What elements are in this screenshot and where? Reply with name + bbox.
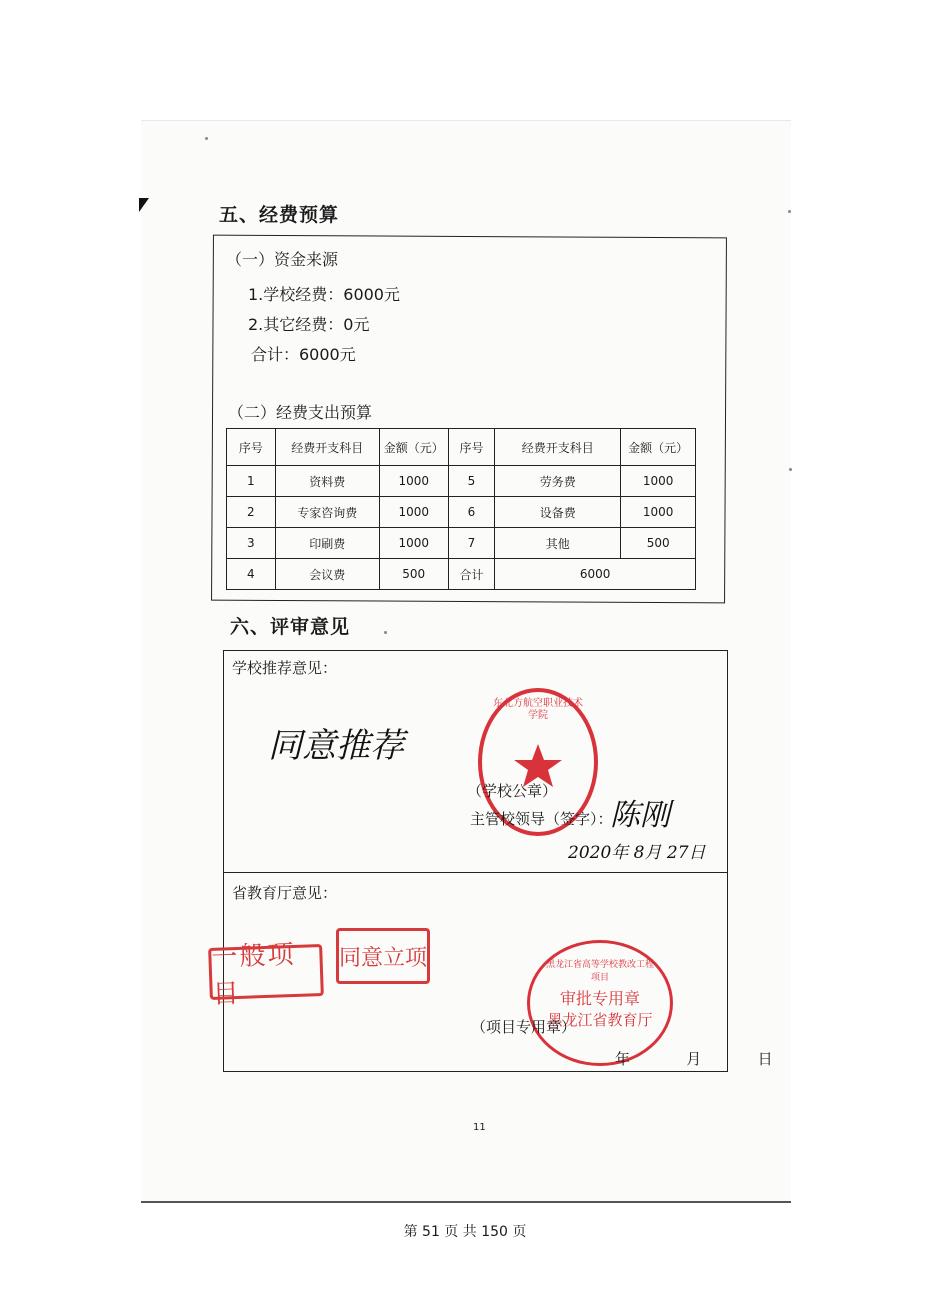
- table-cell: 1000: [621, 497, 696, 528]
- school-seal-text: 东北方航空职业技术学院: [493, 698, 583, 721]
- funding-total: 合计：6000元: [251, 345, 356, 364]
- table-header-cell: 经费开支科目: [495, 429, 621, 466]
- table-cell: 1: [227, 466, 276, 497]
- section-title-budget: 五、经费预算: [219, 204, 340, 226]
- scan-speck: [384, 631, 387, 634]
- scan-speck: [788, 210, 791, 213]
- page-footer: 第 51 页 共 150 页: [403, 1224, 527, 1240]
- scan-speck: [205, 137, 208, 140]
- scan-corner-mark: [139, 198, 149, 212]
- table-cell: 会议费: [275, 559, 379, 590]
- table-cell: 印刷费: [275, 528, 379, 559]
- table-cell: 4: [227, 559, 276, 590]
- table-cell: 1000: [379, 528, 448, 559]
- school-opinion-label: 学校推荐意见：: [232, 659, 338, 677]
- table-cell: 劳务费: [495, 466, 621, 497]
- table-row-total: [227, 559, 696, 590]
- funding-heading: （一）资金来源: [226, 250, 339, 269]
- table-cell: 资料费: [275, 466, 379, 497]
- leader-signature: 陈刚: [610, 798, 670, 833]
- section-title-review: 六、评审意见: [230, 616, 351, 638]
- leader-sign-label: 主管校领导（签字）：: [470, 810, 613, 828]
- table-header-cell: 金额（元）: [621, 429, 696, 466]
- stamp-approved: 同意立项: [336, 928, 430, 984]
- handwritten-date: 2020年 8月 27日: [568, 843, 706, 863]
- table-cell: 5: [448, 466, 495, 497]
- funding-other: 2.其它经费：0元: [248, 315, 370, 334]
- table-cell: 7: [448, 528, 495, 559]
- inner-page-number: 11: [473, 1122, 486, 1133]
- table-cell: 1000: [621, 466, 696, 497]
- table-row: [227, 528, 696, 559]
- table-cell: 其他: [495, 528, 621, 559]
- table-cell: 3: [227, 528, 276, 559]
- table-cell: 专家咨询费: [275, 497, 379, 528]
- table-row: [227, 497, 696, 528]
- table-cell: 设备费: [495, 497, 621, 528]
- table-cell: 合计: [448, 559, 495, 590]
- province-seal-note: （项目专用章）: [471, 1018, 577, 1036]
- table-header-cell: 金额（元）: [379, 429, 448, 466]
- handwritten-opinion: 同意推荐: [268, 726, 404, 766]
- table-header-row: [227, 429, 696, 466]
- table-header-cell: 经费开支科目: [275, 429, 379, 466]
- table-row: [227, 466, 696, 497]
- stamp-general-project: 一般项目: [208, 944, 324, 1000]
- table-cell: 500: [379, 559, 448, 590]
- review-divider: [223, 872, 728, 873]
- table-cell: 500: [621, 528, 696, 559]
- department-seal-bottom-text: 黑龙江省教育厅: [547, 1011, 653, 1029]
- province-date: 年 月 日: [615, 1050, 773, 1068]
- department-seal-top-text: 黑龙江省高等学校教改工程项目: [545, 960, 654, 983]
- department-seal-mid-text: 审批专用章: [559, 989, 640, 1008]
- table-header-cell: 序号: [448, 429, 495, 466]
- table-cell: 1000: [379, 497, 448, 528]
- funding-school: 1.学校经费：6000元: [248, 285, 400, 304]
- expense-heading: （二）经费支出预算: [228, 403, 373, 422]
- table-cell-total: 6000: [495, 559, 696, 590]
- table-cell: 2: [227, 497, 276, 528]
- table-cell: 6: [448, 497, 495, 528]
- school-seal-note: （学校公章）: [467, 782, 558, 800]
- expense-table: [226, 428, 696, 590]
- scan-speck: [789, 468, 792, 471]
- table-header-cell: 序号: [227, 429, 276, 466]
- province-opinion-label: 省教育厅意见：: [232, 884, 338, 902]
- table-cell: 1000: [379, 466, 448, 497]
